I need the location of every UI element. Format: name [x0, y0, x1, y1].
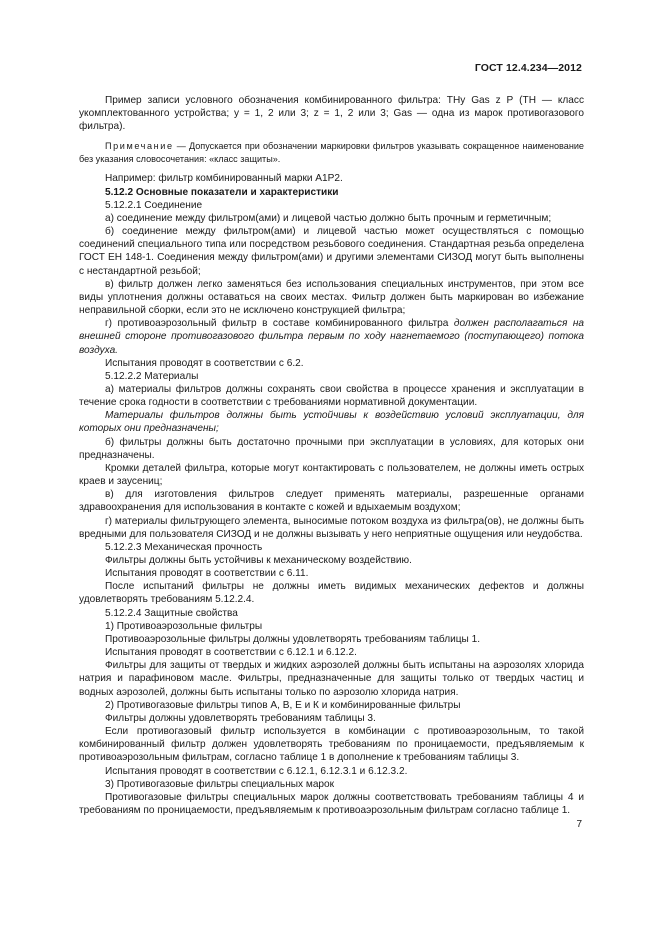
paragraph: а) соединение между фильтром(ами) и лицевой частью должно быть прочным и герметичным;	[105, 212, 552, 224]
paragraph: Противоаэрозольные фильтры должны удовлетворять требованиям таблицы 1.	[105, 633, 481, 645]
note-label: Примечание	[105, 141, 174, 152]
document-header: ГОСТ 12.4.234—2012	[474, 62, 582, 74]
paragraph: Испытания проводят в соответствии с 6.12.1 и 6.12.2.	[105, 647, 357, 659]
subsection-heading: 5.12.2.4 Защитные свойства	[105, 607, 238, 619]
paragraph: После испытаний фильтры не должны иметь видимых механических дефектов и должны удовлетворять требованиям 5.12.2.4.	[79, 581, 584, 606]
paragraph-g	[79, 317, 584, 356]
paragraph: Пример записи условного обозначения комбинированного фильтра: ТНу Gas z Р (ТН — класс укомплектованного устройства; у = 1, 2 или 3; z = 1, 2 или 3; Gas — одна из марок противогазового фильтра).	[79, 95, 584, 133]
page-number: 7	[576, 819, 582, 830]
paragraph: б) фильтры должны быть достаточно прочными при эксплуатации в условиях, для которых они предназначены.	[79, 436, 584, 461]
paragraph: 1) Противоаэрозольные фильтры	[105, 620, 263, 632]
subsection-heading: 5.12.2.2 Материалы	[105, 370, 199, 382]
document-body	[79, 94, 584, 817]
section-heading: 5.12.2 Основные показатели и характеристики	[105, 186, 339, 198]
paragraph-g-lead: г) противоаэрозольный фильтр в составе комбинированного фильтра	[105, 318, 454, 330]
paragraph: 3) Противогазовые фильтры специальных марок	[105, 778, 335, 790]
paragraph: Испытания проводят в соответствии с 6.2.	[105, 357, 304, 369]
paragraph: в) для изготовления фильтров следует применять материалы, разрешенные органами здравоохранения для использования в контакте с кожей и вдыхаемым воздухом;	[79, 489, 584, 514]
note-text: — Допускается при обозначении маркировки фильтров указывать сокращенное наименование без указания словосочетания: «класс защиты».	[79, 141, 584, 164]
paragraph: Противогазовые фильтры специальных марок должны соответствовать требованиям таблицы 4 и требованиям по проницаемости, предъявляемым к противоаэрозольным фильтрам согласно таблице 1.	[79, 791, 584, 816]
paragraph-italic: Материалы фильтров должны быть устойчивы к воздействию условий эксплуатации, для которых они предназначены;	[79, 410, 584, 435]
paragraph: Например: фильтр комбинированный марки А1Р2.	[105, 173, 343, 185]
paragraph: а) материалы фильтров должны сохранять свои свойства в процессе хранения и эксплуатации в течение срока годности в соответствии с требованиями нормативной документации.	[79, 383, 584, 409]
paragraph: г) материалы фильтрующего элемента, выносимые потоком воздуха из фильтра(ов), не должны быть вредными для пользователя СИЗОД и не должны вызывать у него неприятные ощущения или неудобства.	[79, 515, 584, 540]
paragraph: Испытания проводят в соответствии с 6.12.1, 6.12.3.1 и 6.12.3.2.	[105, 765, 408, 777]
subsection-heading: 5.12.2.3 Механическая прочность	[105, 541, 263, 553]
paragraph: в) фильтр должен легко заменяться без использования специальных инструментов, при этом все виды уплотнения должны оставаться на своих местах. Фильтр должен быть маркирован во избежание неправильной сборки, если это не исключено конструкцией фильтра;	[79, 278, 584, 317]
paragraph: 2) Противогазовые фильтры типов А, В, Е и К и комбинированные фильтры	[105, 699, 461, 711]
paragraph: Если противогазовый фильтр используется в комбинации с противоаэрозольным, то такой комбинированный фильтр должен удовлетворять требованиям по проницаемости, предъявляемым к противоаэрозольным фильтрам, согласно таблице 1 в дополнение к требованиям таблицы 3.	[79, 726, 584, 764]
subsection-heading: 5.12.2.1 Соединение	[105, 199, 203, 211]
paragraph: Фильтры должны быть устойчивы к механическому воздействию.	[105, 555, 412, 566]
paragraph: Фильтры должны удовлетворять требованиям таблицы 3.	[105, 712, 376, 724]
paragraph-g-italic: должен располагаться на внешней стороне противогазового фильтра первым по ходу нагнетаемого (поступающего) потока воздуха.	[79, 318, 585, 356]
paragraph: б) соединение между фильтром(ами) и лицевой частью может осуществляться с помощью соединений специального типа или посредством резьбового соединения. Стандартная резьба определена ГОСТ ЕН 148-1. Соединения между фильтром(ами) и другими элементами СИЗОД могут быть выполнены с нестандартной резьбой;	[79, 226, 584, 277]
paragraph: Испытания проводят в соответствии с 6.11.	[105, 568, 309, 580]
note	[79, 140, 584, 165]
paragraph: Фильтры для защиты от твердых и жидких аэрозолей должны быть испытаны на аэрозолях хлорида натрия и парафиновом масле. Фильтры, предназначенные для защиты только от твердых частиц и водных аэрозолей, должны быть испытаны только по аэрозолю хлорида натрия.	[79, 660, 584, 698]
paragraph: Кромки деталей фильтра, которые могут контактировать с пользователем, не должны иметь острых краев и заусениц;	[79, 462, 584, 488]
